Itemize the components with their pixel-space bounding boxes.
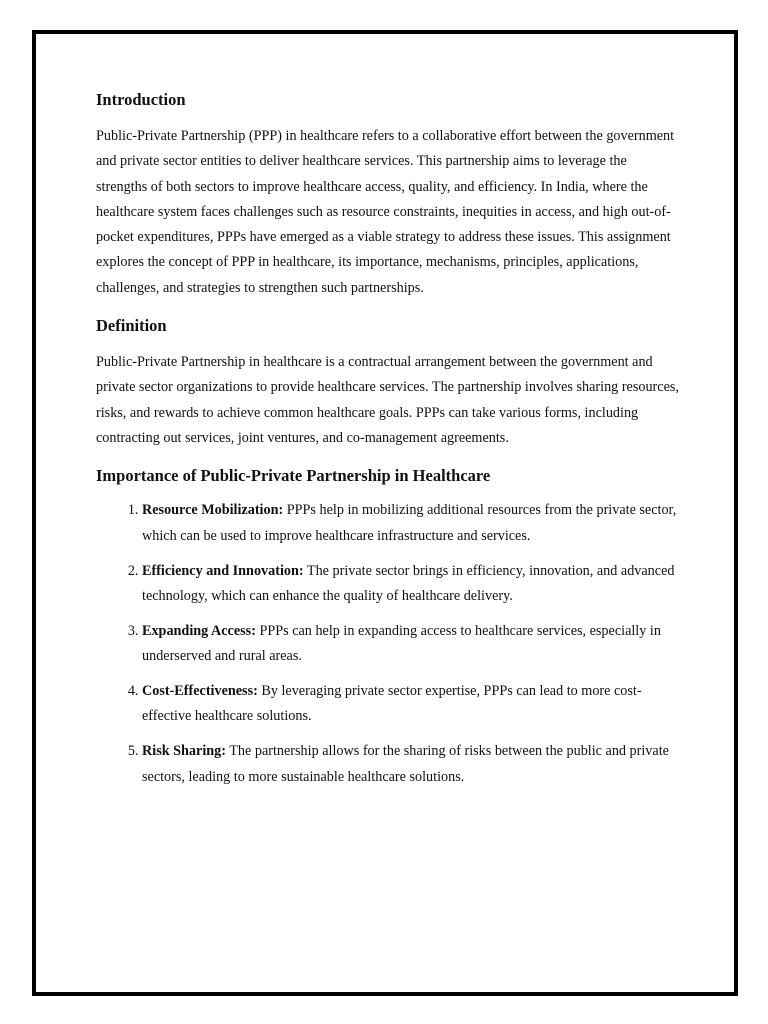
list-item-text: By leveraging private sector expertise, PPPs can lead to more cost-effective healthcare solutions. xyxy=(142,683,642,725)
list-item-text: PPPs can help in expanding access to healthcare services, especially in underserved and rural areas. xyxy=(142,622,661,665)
list-item-text: PPPs help in mobilizing additional resources from the private sector, which can be used to improve healthcare infrastructure and services. xyxy=(142,502,677,544)
list-item xyxy=(142,679,681,730)
definition-paragraph: Public-Private Partnership in healthcare is a contractual arrangement between the government and private sector organizations to provide healthcare services. The partnership involves sharing resources, risks, and rewards to achieve common healthcare goals. PPPs can take various forms, including contracting out services, joint ventures, and co-management agreements. xyxy=(96,354,679,446)
list-item-term: Efficiency and Innovation: xyxy=(142,562,304,579)
list-item-term: Expanding Access: xyxy=(142,622,256,639)
list-item-text: The private sector brings in efficiency, innovation, and advanced technology, which can enhance the quality of healthcare delivery. xyxy=(142,562,675,604)
list-item-term: Resource Mobilization: xyxy=(142,502,284,519)
definition-heading: Definition xyxy=(96,316,167,336)
importance-list xyxy=(96,498,681,790)
list-item xyxy=(142,498,681,549)
list-item xyxy=(142,739,681,790)
introduction-heading: Introduction xyxy=(96,90,186,109)
introduction-paragraph: Public-Private Partnership (PPP) in healthcare refers to a collaborative effort between the government and private sector entities to deliver healthcare services. This partnership aims to leverage the strengths of both sectors to improve healthcare access, quality, and efficiency. In India, where the healthcare system faces challenges such as resource constraints, inequities in access, and high out-of-pocket expenditures, PPPs have emerged as a viable strategy to address these issues. This assignment explores the concept of PPP in healthcare, its importance, mechanisms, principles, applications, challenges, and strategies to strengthen such partnerships. xyxy=(96,128,675,296)
list-item-text: The partnership allows for the sharing of risks between the public and private sectors, leading to more sustainable healthcare solutions. xyxy=(142,743,669,785)
list-item xyxy=(142,559,681,610)
document-content xyxy=(96,88,681,800)
list-item xyxy=(142,619,681,670)
importance-heading: Importance of Public-Private Partnership in Healthcare xyxy=(96,466,491,486)
list-item-term: Risk Sharing: xyxy=(142,743,226,760)
list-item-term: Cost-Effectiveness: xyxy=(142,683,258,700)
page-border xyxy=(32,30,738,996)
